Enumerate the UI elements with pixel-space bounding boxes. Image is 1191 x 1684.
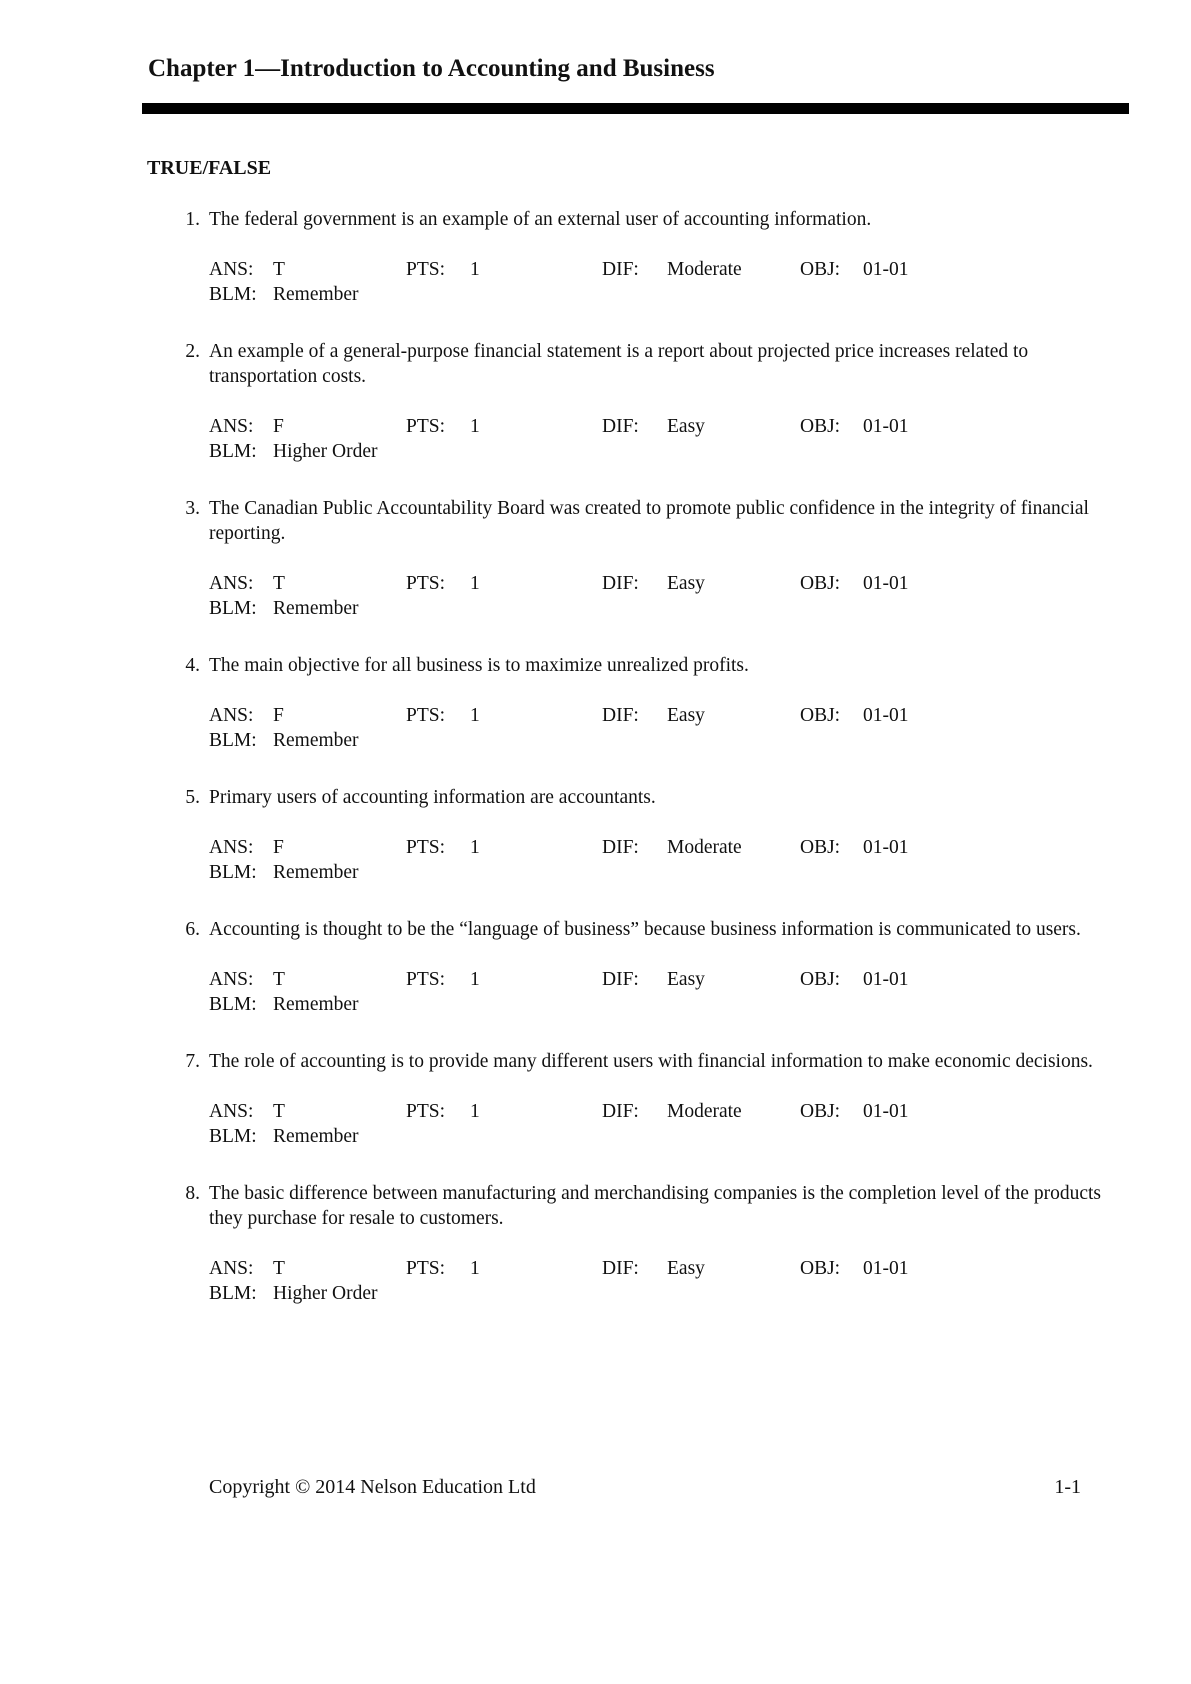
copyright-text: Copyright © 2014 Nelson Education Ltd (209, 1476, 536, 1498)
obj-value: 01-01 (863, 416, 909, 437)
pts-value: 1 (470, 259, 480, 280)
blm-label: BLM: (209, 862, 257, 883)
obj-label: OBJ: (800, 416, 841, 437)
blm-label: BLM: (209, 1283, 257, 1304)
obj-label: OBJ: (800, 705, 841, 726)
answer-meta (209, 414, 1191, 464)
obj-label: OBJ: (800, 969, 841, 990)
ans-value: T (273, 259, 285, 280)
ans-label: ANS: (209, 416, 254, 437)
obj-value: 01-01 (863, 1258, 909, 1279)
answer-meta-row (209, 835, 1191, 860)
question-text: The Canadian Public Accountability Board was created to promote public confidence in the integrity of financial reporting. (209, 498, 1089, 544)
pts-value: 1 (470, 1101, 480, 1122)
question-text: Accounting is thought to be the “language of business” because business information is communicated to users. (209, 919, 1081, 940)
pts-value: 1 (470, 705, 480, 726)
obj-value: 01-01 (863, 259, 909, 280)
question-text: Primary users of accounting information are accountants. (209, 787, 656, 808)
obj-label: OBJ: (800, 573, 841, 594)
dif-label: DIF: (602, 573, 639, 594)
dif-label: DIF: (602, 259, 639, 280)
dif-label: DIF: (602, 1101, 639, 1122)
blm-row (209, 596, 1191, 621)
question-text: The federal government is an example of an external user of accounting information. (209, 209, 872, 230)
dif-value: Moderate (667, 837, 742, 858)
question-number: 6. (185, 919, 200, 940)
question-list (0, 207, 1191, 1338)
question-text: The basic difference between manufacturing and merchandising companies is the completion level of the products they purchase for resale to customers. (209, 1183, 1101, 1229)
obj-label: OBJ: (800, 1258, 841, 1279)
obj-value: 01-01 (863, 837, 909, 858)
ans-value: T (273, 969, 285, 990)
chapter-title: Chapter 1—Introduction to Accounting and Business (148, 55, 715, 82)
blm-label: BLM: (209, 598, 257, 619)
answer-meta (209, 835, 1191, 885)
obj-label: OBJ: (800, 1101, 841, 1122)
pts-label: PTS: (406, 416, 446, 437)
blm-value: Higher Order (273, 1283, 378, 1304)
obj-label: OBJ: (800, 259, 841, 280)
blm-row (209, 992, 1191, 1017)
answer-meta (209, 257, 1191, 307)
blm-row (209, 1281, 1191, 1306)
ans-label: ANS: (209, 969, 254, 990)
question-text: The role of accounting is to provide many different users with financial information to make economic decisions. (209, 1051, 1093, 1072)
question-item (0, 1181, 1191, 1306)
answer-meta-row (209, 257, 1191, 282)
answer-meta-row (209, 1256, 1191, 1281)
dif-value: Moderate (667, 1101, 742, 1122)
question-item (0, 785, 1191, 885)
answer-meta-row (209, 703, 1191, 728)
pts-label: PTS: (406, 259, 446, 280)
pts-label: PTS: (406, 837, 446, 858)
dif-value: Easy (667, 705, 705, 726)
pts-label: PTS: (406, 1258, 446, 1279)
answer-meta-row (209, 967, 1191, 992)
blm-value: Remember (273, 994, 359, 1015)
page-footer (209, 1476, 1081, 1502)
answer-meta (209, 1256, 1191, 1306)
blm-label: BLM: (209, 284, 257, 305)
question-item (0, 653, 1191, 753)
dif-value: Easy (667, 969, 705, 990)
obj-value: 01-01 (863, 1101, 909, 1122)
question-number: 4. (185, 655, 200, 676)
question-item (0, 339, 1191, 464)
pts-value: 1 (470, 573, 480, 594)
blm-label: BLM: (209, 994, 257, 1015)
question-item (0, 917, 1191, 1017)
dif-value: Moderate (667, 259, 742, 280)
blm-label: BLM: (209, 1126, 257, 1147)
blm-value: Remember (273, 730, 359, 751)
dif-value: Easy (667, 416, 705, 437)
dif-label: DIF: (602, 705, 639, 726)
pts-value: 1 (470, 1258, 480, 1279)
question-text: An example of a general-purpose financial statement is a report about projected price increases related to transportation costs. (209, 341, 1029, 387)
ans-value: F (273, 837, 284, 858)
pts-value: 1 (470, 416, 480, 437)
ans-value: F (273, 416, 284, 437)
ans-value: F (273, 705, 284, 726)
blm-row (209, 1124, 1191, 1149)
question-text: The main objective for all business is to maximize unrealized profits. (209, 655, 749, 676)
question-number: 1. (185, 209, 200, 230)
ans-value: T (273, 1258, 285, 1279)
obj-value: 01-01 (863, 705, 909, 726)
ans-label: ANS: (209, 705, 254, 726)
blm-row (209, 728, 1191, 753)
dif-label: DIF: (602, 837, 639, 858)
blm-row (209, 860, 1191, 885)
question-item (0, 207, 1191, 307)
blm-value: Remember (273, 862, 359, 883)
header-rule (142, 103, 1129, 114)
pts-value: 1 (470, 837, 480, 858)
answer-meta (209, 1099, 1191, 1149)
blm-label: BLM: (209, 441, 257, 462)
ans-label: ANS: (209, 573, 254, 594)
answer-meta (209, 967, 1191, 1017)
question-item (0, 1049, 1191, 1149)
pts-label: PTS: (406, 705, 446, 726)
pts-label: PTS: (406, 1101, 446, 1122)
section-heading: TRUE/FALSE (147, 157, 272, 179)
obj-label: OBJ: (800, 837, 841, 858)
pts-value: 1 (470, 969, 480, 990)
question-number: 5. (185, 787, 200, 808)
blm-row (209, 282, 1191, 307)
ans-value: T (273, 573, 285, 594)
pts-label: PTS: (406, 573, 446, 594)
ans-value: T (273, 1101, 285, 1122)
ans-label: ANS: (209, 259, 254, 280)
answer-meta (209, 703, 1191, 753)
blm-value: Remember (273, 284, 359, 305)
answer-meta-row (209, 571, 1191, 596)
obj-value: 01-01 (863, 573, 909, 594)
ans-label: ANS: (209, 837, 254, 858)
blm-value: Higher Order (273, 441, 378, 462)
pts-label: PTS: (406, 969, 446, 990)
answer-meta (209, 571, 1191, 621)
dif-value: Easy (667, 573, 705, 594)
dif-label: DIF: (602, 416, 639, 437)
blm-value: Remember (273, 1126, 359, 1147)
blm-label: BLM: (209, 730, 257, 751)
obj-value: 01-01 (863, 969, 909, 990)
question-item (0, 496, 1191, 621)
question-number: 2. (185, 341, 200, 362)
question-number: 8. (185, 1183, 200, 1204)
dif-label: DIF: (602, 1258, 639, 1279)
dif-value: Easy (667, 1258, 705, 1279)
question-number: 7. (185, 1051, 200, 1072)
ans-label: ANS: (209, 1101, 254, 1122)
dif-label: DIF: (602, 969, 639, 990)
blm-value: Remember (273, 598, 359, 619)
answer-meta-row (209, 414, 1191, 439)
blm-row (209, 439, 1191, 464)
question-number: 3. (185, 498, 200, 519)
answer-meta-row (209, 1099, 1191, 1124)
ans-label: ANS: (209, 1258, 254, 1279)
page-number: 1-1 (1054, 1476, 1081, 1498)
